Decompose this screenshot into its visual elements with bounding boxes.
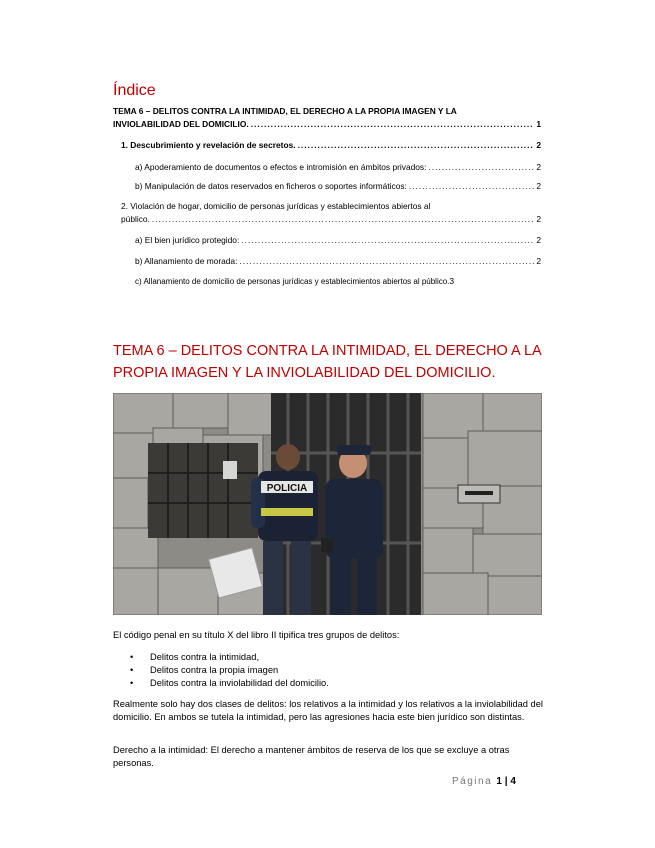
toc-page-number: 2: [536, 256, 541, 266]
paragraph-intimidad: Derecho a la intimidad: El derecho a mantener ámbitos de reserva de los que se excluye a otras personas.: [113, 745, 510, 768]
toc-page-number: 2: [536, 235, 541, 245]
toc-entry-section-2b[interactable]: [135, 255, 541, 268]
toc-page-number: 2: [536, 214, 541, 224]
toc-entry-text: a) El bien jurídico protegido:: [135, 235, 240, 245]
toc-entry-text: 2. Violación de hogar, domicilio de personas jurídicas y establecimientos abiertos al: [121, 201, 431, 211]
toc-page-number: 3: [449, 276, 455, 286]
toc-entry-text-cont: INVIOLABILIDAD DEL DOMICILIO.: [113, 119, 249, 129]
toc-entry-section-2[interactable]: [121, 200, 541, 226]
list-item: • Delitos contra la inviolabilidad del domicilio.: [130, 678, 329, 688]
page-label: Página: [452, 776, 493, 787]
toc-entry-text: b) Allanamiento de morada:: [135, 256, 238, 266]
toc-entry-section-1b[interactable]: [135, 180, 541, 193]
toc-entry-text: a) Apoderamiento de documentos o efectos e intromisión en ámbitos privados:: [135, 162, 427, 172]
toc-page-number: 2: [536, 140, 541, 150]
list-item: • Delitos contra la intimidad,: [130, 652, 260, 662]
toc-entry-tema6[interactable]: [113, 105, 541, 131]
section-heading: TEMA 6 – DELITOS CONTRA LA INTIMIDAD, EL DERECHO A LA PROPIA IMAGEN Y LA INVIOLABILIDAD DEL DOMICILIO.: [113, 343, 541, 381]
toc-entry-text: TEMA 6 – DELITOS CONTRA LA INTIMIDAD, EL DERECHO A LA PROPIA IMAGEN Y LA: [113, 106, 457, 116]
toc-entry-text: c) Allanamiento de domicilio de personas jurídicas y establecimientos abiertos al público.: [135, 277, 450, 286]
toc-page-number: 2: [536, 181, 541, 191]
toc-entry-text-cont: público.: [121, 214, 150, 224]
toc-entry-text: 1. Descubrimiento y revelación de secretos.: [121, 140, 296, 150]
toc-entry-section-1[interactable]: [121, 139, 541, 152]
page-footer: [452, 776, 516, 787]
crime-list: [130, 651, 329, 690]
toc-entry-section-2c[interactable]: [135, 275, 541, 288]
index-title: Índice: [113, 82, 156, 99]
police-photo: [113, 393, 542, 615]
intro-paragraph: El código penal en su título X del libro II tipifica tres grupos de delitos:: [113, 630, 400, 640]
toc-entry-section-2a[interactable]: [135, 234, 541, 247]
toc-page-number: 2: [536, 162, 541, 172]
paragraph-clases: Realmente solo hay dos clases de delitos: los relativos a la intimidad y los relativos a la inviolabilidad del domicilio. En ambos se tutela la intimidad, pero las agresiones hacia este bien jurídico son distintas.: [113, 699, 543, 722]
police-vest-text: POLICIA: [266, 483, 308, 494]
page-number: 1 | 4: [496, 776, 516, 787]
toc-page-number: 1: [536, 119, 541, 129]
toc-entry-section-1a[interactable]: [135, 161, 541, 174]
toc-entry-text: b) Manipulación de datos reservados en ficheros o soportes informáticos:: [135, 181, 407, 191]
list-item: • Delitos contra la propia imagen: [130, 665, 279, 675]
